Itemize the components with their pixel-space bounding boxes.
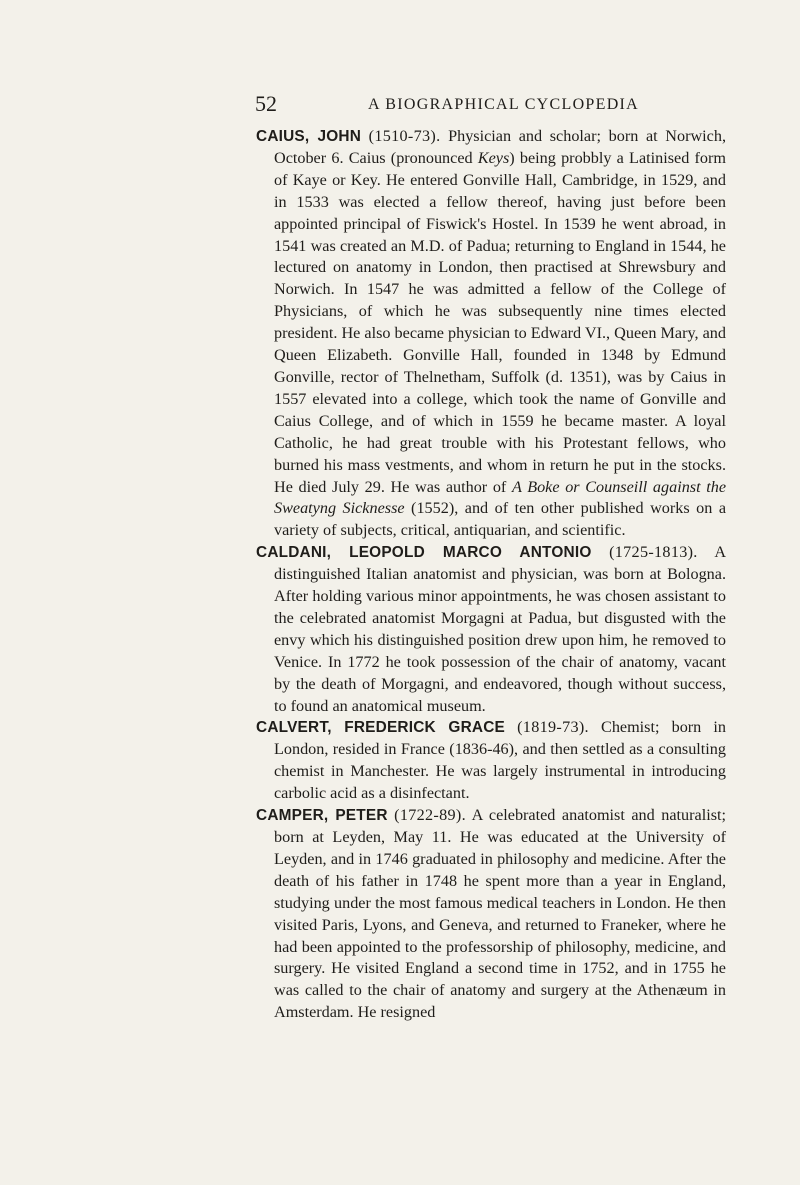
entry-headword: CALDANI, LEOPOLD MARCO ANTONIO [256, 544, 592, 562]
page-number: 52 [255, 91, 277, 116]
entry-text: (1552), and of ten other published works on a variety of subjects, critical, antiquarian, and scientific. [274, 499, 727, 540]
entry-text: ) being probbly a Latinised form of Kaye or Key. He entered Gonville Hall, Cambridge, in 1529, and in 1533 was elected a fellow thereof, having just before been appointed principal of Fiswick's Hostel. In 1539 he went abroad, in 1541 was created an M.D. of Padua; returning to England in 1544, he lectured on anatomy in London, then practised at Shrewsbury and Norwich. In 1547 he was admitted a fellow of the College of Physicians, of which he was subsequently nine times elected president. He also became physician to Edward VI., Queen Mary, and Queen Elizabeth. Gonville Hall, founded in 1348 by Edmund Gonville, rector of Thelnetham, Suffolk (d. 1351), was by Caius in 1557 elevated into a college, which took the name of Gonville and Caius College, and of which in 1559 he became master. A loyal Catholic, he had great trouble with his Protestant fellows, who burned his mass vestments, and whom in return he put in the stocks. He died July 29. He was author of [274, 148, 726, 496]
entry-camper [256, 805, 726, 1024]
entry-dates: (1722-89). [394, 806, 466, 825]
entry-headword: CAMPER, PETER [256, 807, 388, 825]
page-header-title: A BIOGRAPHICAL CYCLOPEDIA [368, 96, 640, 113]
entry-text: Chemist; born in London, resided in France (1836-46), and then settled as a consulting chemist in Manchester. He was largely instrumental in introducing carbolic acid as a disinfectant. [274, 718, 726, 803]
entry-headword: CAIUS, JOHN [256, 128, 362, 145]
entry-text: A celebrated anatomist and naturalist; born at Leyden, May 11. He was educated at the University of Leyden, and in 1746 graduated in philosophy and medicine. After the death of his father in 1748 he spent more than a year in England, studying under the most famous medical teachers in London. He then visited Paris, Lyons, and Geneva, and returned to Franeker, where he had been appointed to the professorship of philosophy, medicine, and surgery. He visited England a second time in 1752, and in 1755 he was called to the chair of anatomy and surgery at the Athenæum in Amsterdam. He resigned [274, 806, 726, 1022]
entry-headword: CALVERT, FREDERICK GRACE [256, 719, 505, 737]
entry-caius [256, 126, 726, 542]
entry-dates: (1510-73). [368, 127, 441, 145]
entry-book-title: A Boke or Counseill against the Sweatyng Sicknesse [274, 477, 726, 518]
running-head [255, 92, 725, 116]
entry-caldani [256, 542, 726, 717]
entry-italic-text: Keys [477, 148, 510, 167]
entry-text: Physician and scholar; born at Norwich, October 6. Caius (pronounced [274, 127, 726, 167]
entry-dates: (1819-73). [517, 718, 589, 737]
entry-text: A distinguished Italian anatomist and physician, was born at Bologna. After holding various minor appointments, he was chosen assistant to the celebrated anatomist Morgagni at Padua, but disgusted with the envy which his distinguished position drew upon him, he removed to Venice. In 1772 he took possession of the chair of anatomy, vacant by the death of Morgagni, and endeavored, though without success, to found an anatomical museum. [274, 543, 727, 715]
entry-dates: (1725-1813). [609, 543, 698, 562]
entry-calvert [256, 717, 726, 805]
text-body [256, 126, 726, 1024]
